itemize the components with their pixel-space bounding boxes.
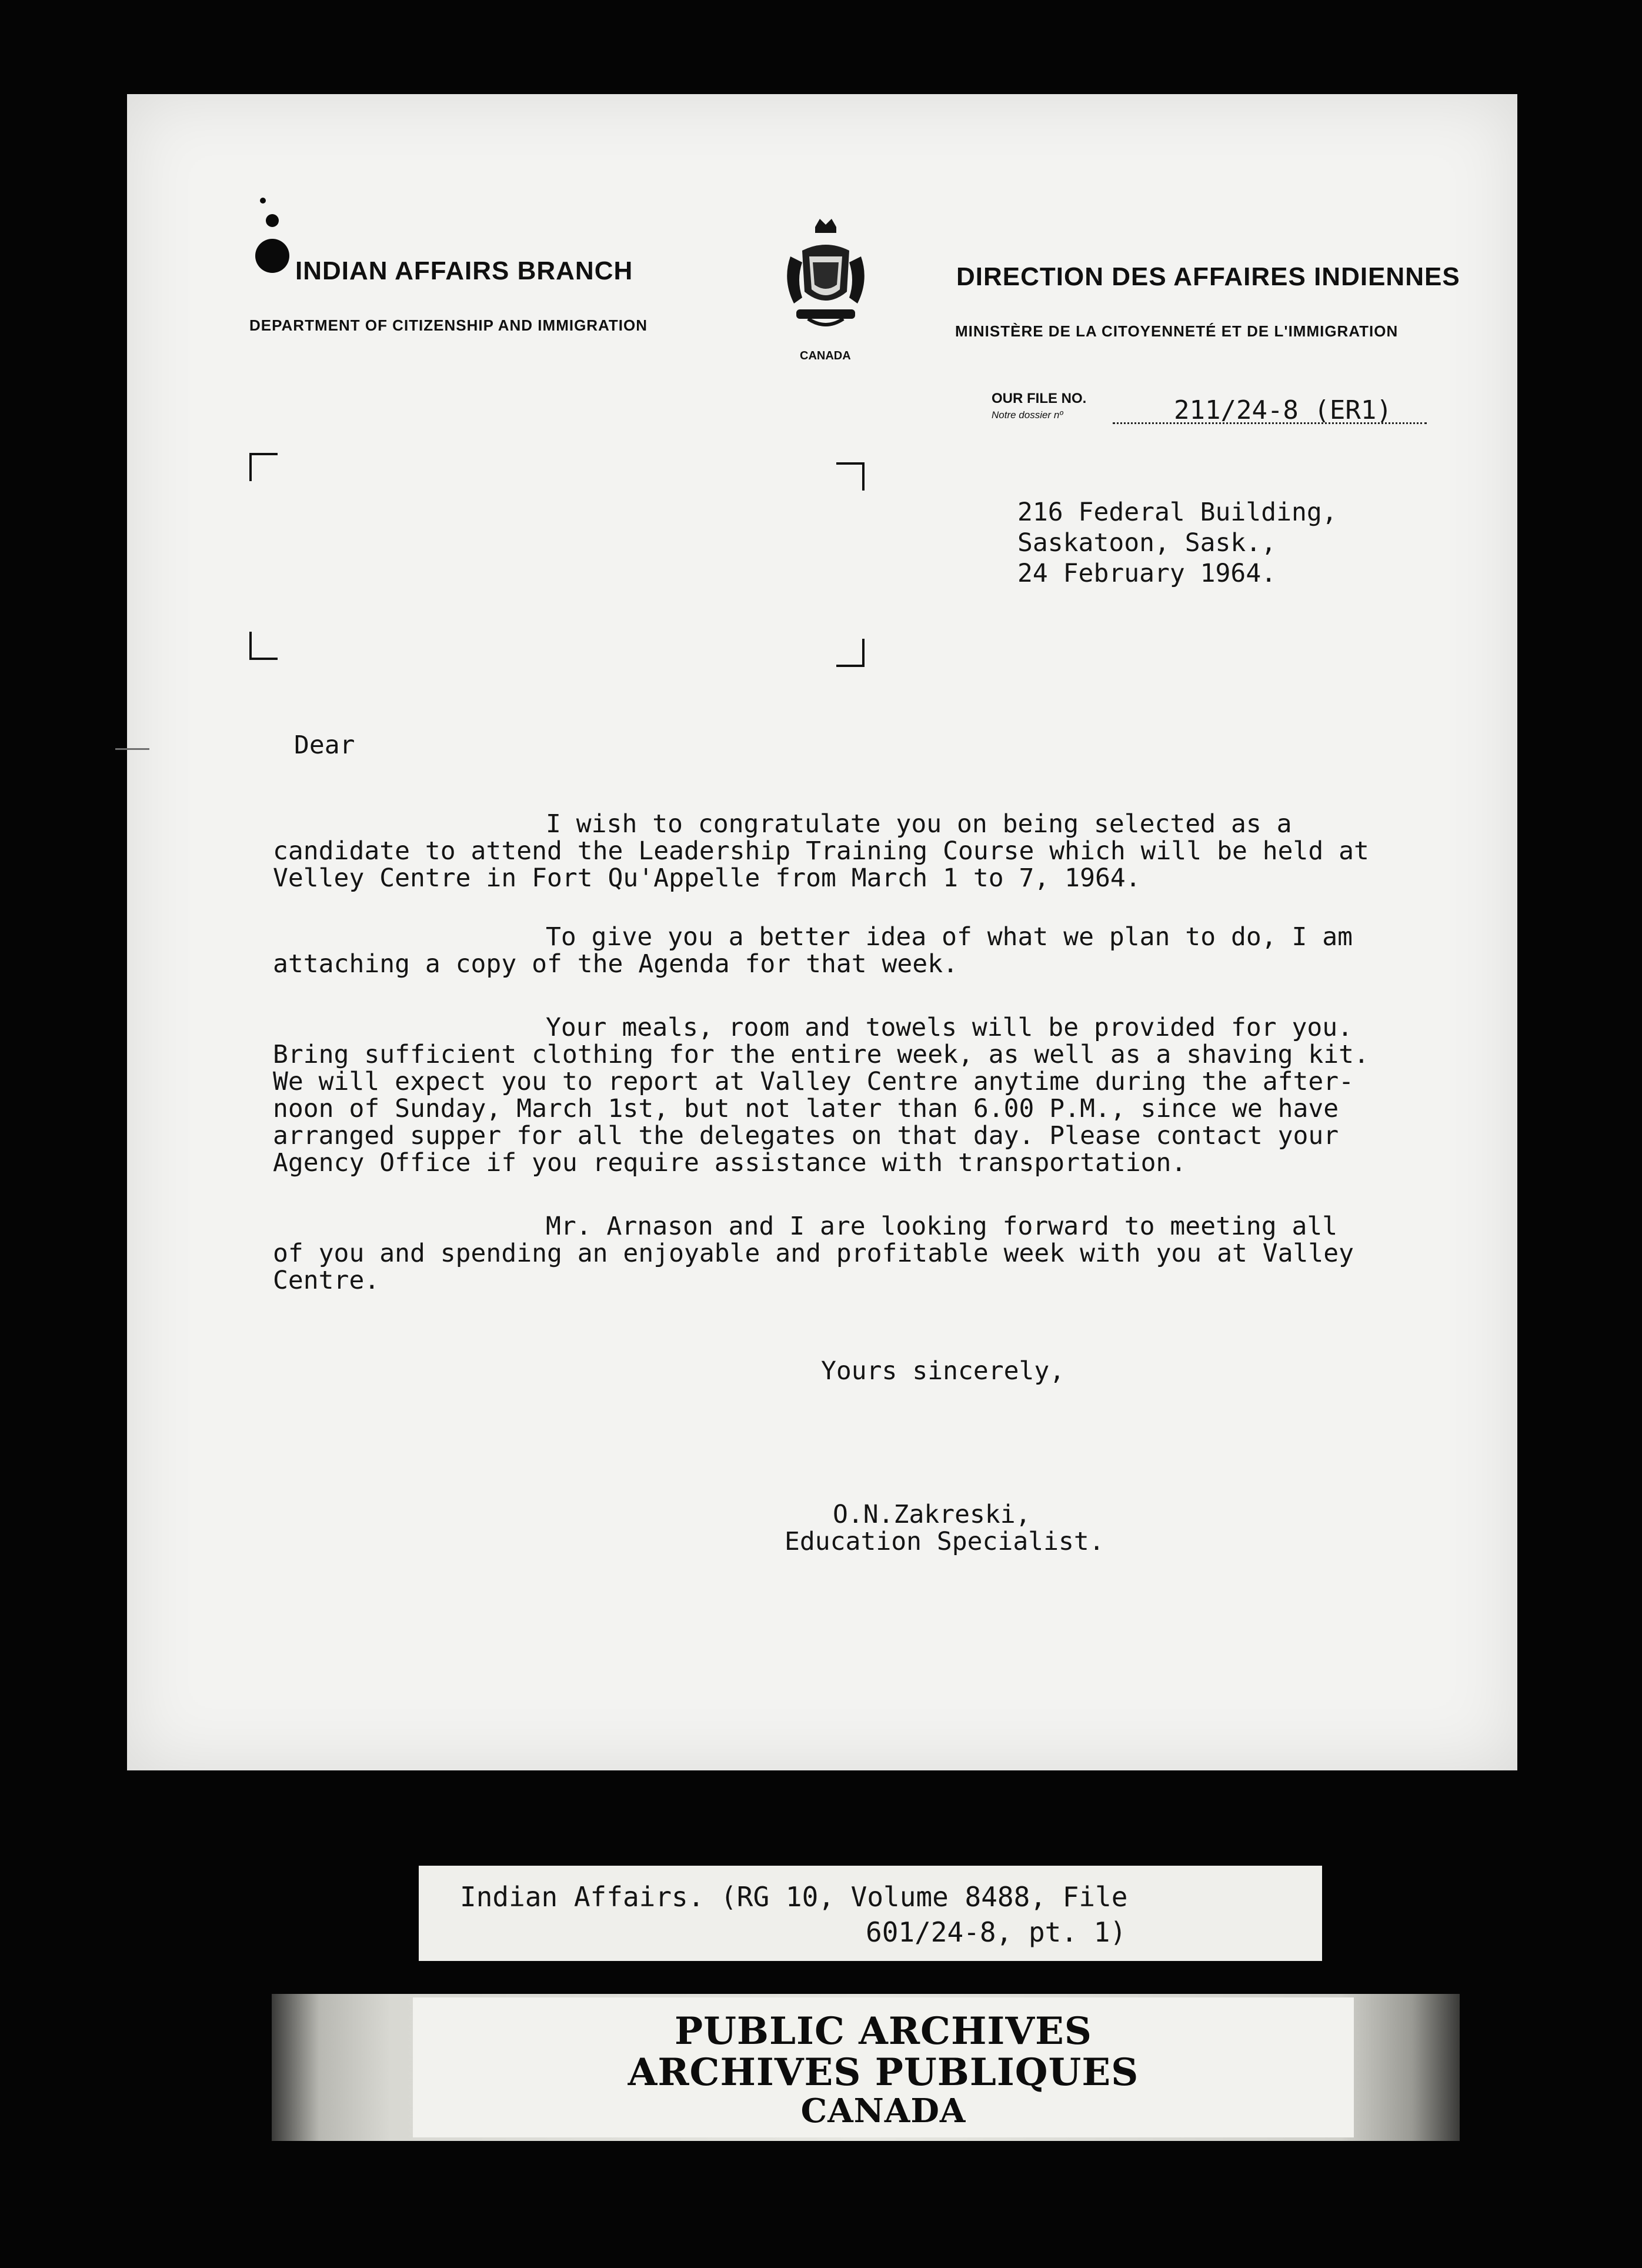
letter-sheet bbox=[127, 94, 1517, 1770]
body-line: Centre. bbox=[273, 1266, 380, 1295]
body-line: I wish to congratulate you on being selected as a bbox=[546, 809, 1292, 839]
window-corner-top-left bbox=[249, 453, 278, 481]
archive-stamp-line-1: PUBLIC ARCHIVES bbox=[674, 2009, 1093, 2053]
salutation: Dear bbox=[294, 731, 355, 760]
body-line: Your meals, room and towels will be provided for you. bbox=[546, 1013, 1353, 1042]
body-line: candidate to attend the Leadership Training Course which will be held at bbox=[273, 836, 1369, 866]
left-letterhead-subtitle: DEPARTMENT OF CITIZENSHIP AND IMMIGRATION bbox=[249, 316, 648, 334]
body-line: of you and spending an enjoyable and profitable week with you at Valley bbox=[273, 1239, 1354, 1268]
address-line-1: 216 Federal Building, bbox=[1017, 498, 1337, 527]
window-corner-bottom-right bbox=[836, 639, 865, 667]
citation-line-2: 601/24-8, pt. 1) bbox=[866, 1916, 1127, 1948]
body-line: Agency Office if you require assistance with transportation. bbox=[273, 1148, 1187, 1178]
ink-blot-2 bbox=[266, 214, 279, 227]
canada-coat-of-arms-icon bbox=[779, 215, 873, 333]
body-line: We will expect you to report at Valley Centre anytime during the after- bbox=[273, 1067, 1354, 1096]
body-line: Mr. Arnason and I are looking forward to meeting all bbox=[546, 1212, 1338, 1241]
body-line: arranged supper for all the delegates on that day. Please contact your bbox=[273, 1121, 1339, 1150]
archive-stamp-line-2: ARCHIVES PUBLIQUES bbox=[628, 2050, 1139, 2094]
margin-mark bbox=[115, 748, 149, 750]
file-number-value: 211/24-8 (ER1) bbox=[1174, 395, 1392, 425]
body-line: noon of Sunday, March 1st, but not later than 6.00 P.M., since we have bbox=[273, 1094, 1339, 1123]
crest-caption: CANADA bbox=[800, 349, 851, 362]
address-line-2: Saskatoon, Sask., bbox=[1017, 528, 1277, 558]
signature-title: Education Specialist. bbox=[785, 1527, 1104, 1556]
body-line: attaching a copy of the Agenda for that week. bbox=[273, 949, 958, 979]
ink-blot-1 bbox=[255, 239, 289, 273]
window-corner-top-right bbox=[836, 462, 865, 491]
archive-stamp-line-3: CANADA bbox=[800, 2092, 966, 2130]
right-letterhead-subtitle: MINISTÈRE DE LA CITOYENNETÉ ET DE L'IMMIGRATION bbox=[955, 322, 1399, 340]
file-number-label-fr: Notre dossier nº bbox=[992, 409, 1063, 421]
body-line: Velley Centre in Fort Qu'Appelle from March 1 to 7, 1964. bbox=[273, 863, 1141, 893]
body-line: To give you a better idea of what we plan to do, I am bbox=[546, 922, 1353, 952]
right-letterhead-title: DIRECTION DES AFFAIRES INDIENNES bbox=[956, 262, 1460, 291]
body-line: Bring sufficient clothing for the entire week, as well as a shaving kit. bbox=[273, 1040, 1369, 1069]
left-letterhead-title: INDIAN AFFAIRS BRANCH bbox=[295, 256, 633, 285]
citation-line-1: Indian Affairs. (RG 10, Volume 8488, File bbox=[460, 1881, 1128, 1913]
archive-stamp bbox=[413, 1997, 1354, 2137]
address-line-3: 24 February 1964. bbox=[1017, 559, 1277, 588]
signature-name: O.N.Zakreski, bbox=[833, 1500, 1031, 1529]
window-corner-bottom-left bbox=[249, 632, 278, 660]
closing: Yours sincerely, bbox=[821, 1356, 1065, 1386]
archive-stamp-strip bbox=[272, 1994, 1460, 2141]
file-number-label: OUR FILE NO. bbox=[992, 391, 1087, 406]
ink-blot-3 bbox=[260, 198, 266, 204]
citation-label bbox=[419, 1866, 1322, 1961]
